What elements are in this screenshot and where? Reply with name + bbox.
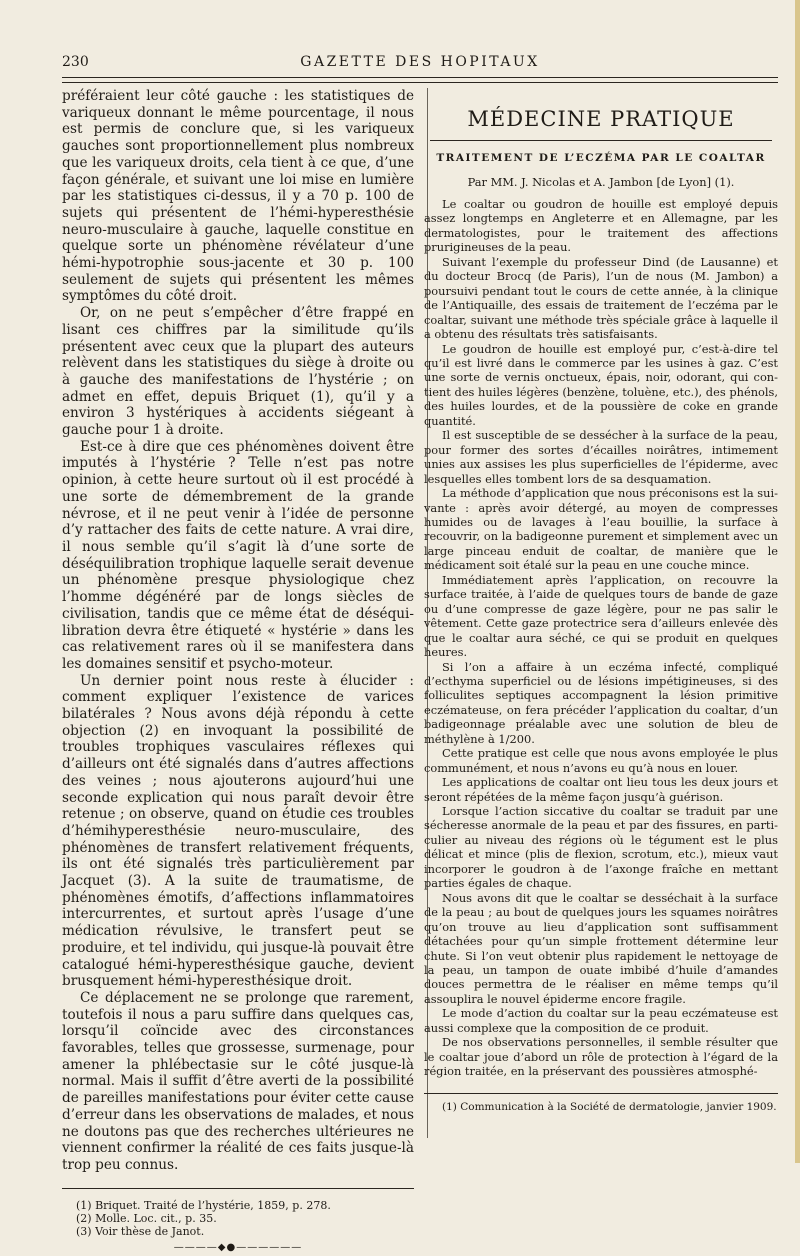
right-paragraph: Cette pratique est celle que nous avons employée le plus communément, et nous n’avons eu qu’à nous en louer.: [424, 746, 778, 775]
left-column: [62, 88, 414, 1256]
footnote: (3) Voir thèse de Janot.: [76, 1224, 205, 1238]
section-title: MÉDECINE PRATIQUE: [467, 107, 735, 131]
page-number: 230: [62, 54, 89, 70]
footnote: (1) Communication à la Société de dermatologie, janvier 1909.: [442, 1100, 777, 1113]
left-footnotes: [62, 1199, 414, 1238]
right-paragraph: Suivant l’exemple du professeur Dind (de Lausanne) et du docteur Brocq (de Paris), l’un de nous (M. Jambon) a poursuivi pendant tout le cours de cette année, à la clinique de l’Antiquaille, des essais de traitement de l’eczéma par le coaltar, suivant une méthode très spéciale grâce à laquelle il a obtenu des résultats très satisfaisants.: [424, 254, 778, 342]
right-column: [424, 88, 778, 1114]
left-paragraph: préféraient leur côté gauche : les statistiques de variqueux donnant le même pourcentage, il nous est permis de conclure que, si les variqueux gauches sont proportionnellement plus nombreux que les variqueux droits, cela tient à ce que, d’une façon générale, et suivant une loi mise en lumière par les statistiques ci-dessus, il y a 70 p. 100 de sujets qui présentent de l’hémi-hyperesthésie neuro-musculaire à gauche, laquelle constitue en quelque sorte un phénomène révélateur d’une hémi-hypotrophie sous-jacente et 30 p. 100 seulement de sujets qui présentent les mêmes symptômes du côté droit.: [62, 88, 414, 305]
right-paragraph: La méthode d’application que nous préconisons est la suivante : après avoir détergé, au moyen de compresses humides ou de lavages à l’eau bouillie, la surface à recouvrir, on la badigeonne purement et simplement avec un large pinceau enduit de coaltar, de manière que le médicament soit étalé sur la peau en une couche mince.: [424, 486, 778, 573]
left-paragraph: Or, on ne peut s’empêcher d’être frappé en lisant ces chiffres par la similitude qu’ils présentent avec ceux que la plupart des auteurs relèvent dans les statistiques du siège à droite ou à gauche des manifestations de l’hystérie ; on admet en effet, depuis Briquet (1), qu’il y a environ 3 hystériques à accidents siégeant à gauche pour 1 à droite.: [62, 305, 414, 439]
left-paragraph: Un dernier point nous reste à élucider : comment expliquer l’existence de varices bilatérales ? Nous avons déjà répondu à cette objection (2) en invoquant la possibilité de troubles trophiques vasculaires réflexes qui d’ailleurs ont été signalés dans d’autres affections des veines ; nous ajouterons aujourd’hui une seconde explication qui nous paraît devoir être retenue ; on observe, quand on étudie ces troubles d’hémihyperesthésie neuro-musculaire, des phénomènes de transfert relativement fréquents, ils ont été signalés très particulièrement par Jacquet (3). A la suite de traumatisme, de phénomènes émotifs, d’affections inflammatoires intercurrentes, et surtout après l’usage d’une médication révulsive, le transfert peut se produire, et tel individu, qui jusque-là pouvait être catalogué hémi-hyperesthésique gauche, devient brusquement hémi-hyperesthésique droit.: [62, 672, 414, 990]
left-paragraph: Ce déplacement ne se prolonge que rarement, toutefois il nous a paru suffire dans quelques cas, lorsqu’il coïncide avec des circonstances favorables, telles que grossesse, surmenage, pour amener la phlébectasie sur le côté jusque-là normal. Mais il suffit d’être averti de la possibilité de pareilles manifestations pour éviter cette cause d’erreur dans les observations de malades, et nous ne doutons pas que des recherches ultérieures ne viennent confirmer la réalité de ces faits jusque-là trop peu connus.: [62, 989, 414, 1173]
right-paragraph: Le goudron de houille est employé pur, c’est-à-dire tel qu’il est livré dans le commerce par les usines à gaz. C’est une sorte de vernis onctueux, épais, noir, odorant, qui contient des huiles légères (benzène, toluène, etc.), des phénols, des huiles lourdes, et de la poussière de coke en grande quantité.: [424, 341, 778, 428]
right-paragraph: De nos observations personnelles, il semble résulter que le coaltar joue d’abord un rôle de protection à l’égard de la région traitée, en la préservant des poussières atmosphé-: [424, 1035, 778, 1079]
footnote-rule: [424, 1093, 778, 1094]
right-paragraph: Si l’on a affaire à un eczéma infecté, compliqué d’ecthyma superficiel ou de lésions impétigineuses, si des folliculites septiques accompagnent la lésion primitive eczémateuse, on fera précéder l’application du coaltar, d’un badigeonnage préalable avec une solution de bleu de méthylène à 1/200.: [424, 659, 778, 746]
page-header: [62, 50, 778, 74]
footnote-rule: [62, 1188, 414, 1189]
right-paragraph: Le mode d’action du coaltar sur la peau eczémateuse est aussi complexe que la composition de ce produit.: [424, 1006, 778, 1035]
right-paragraph: Lorsque l’action siccative du coaltar se traduit par une sécheresse anormale de la peau et par des fissures, en particulier au niveau des régions où le tégument est le plus délicat et mince (plis de flexion, scrotum, etc.), mieux vaut incorporer le goudron à de l’axonge fraîche en mettant parties égales de chaque.: [424, 804, 778, 891]
left-paragraph: Est-ce à dire que ces phénomènes doivent être imputés à l’hystérie ? Telle n’est pas notre opinion, à cette heure surtout où il est procédé à une sorte de démembrement de la grande névrose, et il ne peut venir à l’idée de personne d’y rattacher des faits de cette nature. A vrai dire, il nous semble qu’il s’agit là d’une sorte de déséquilibration trophique laquelle serait devenue un phénomène presque physiologique chez l’homme dégénéré par de longs siècles de civilisation, tandis que ce même état de déséquilibration devra être étiqueté « hystérie » dans les cas relativement rares où il se manifestera dans les domaines sensitif et psycho-moteur.: [62, 438, 414, 672]
running-title: GAZETTE DES HOPITAUX: [300, 54, 540, 70]
title-rule: [430, 140, 772, 141]
page-edge: [795, 0, 800, 1163]
right-paragraph: Nous avons dit que le coaltar se desséchait à la surface de la peau ; au bout de quelques jours les squames noirâtres qu’on trouve au lieu d’application sont suffisamment détachées pour qu’un simple frottement détermine leur chute. Si l’on veut obtenir plus rapidement le nettoyage de la peau, un tampon de ouate imbibé d’huile d’amandes douces permettra de le réaliser en même temps qu’il assouplira le nouvel épiderme encore fragile.: [424, 890, 778, 1006]
article-title: TRAITEMENT DE L’ECZÉMA PAR LE COALTAR: [436, 152, 766, 164]
byline: Par MM. J. Nicolas et A. Jambon [de Lyon] (1).: [467, 175, 735, 189]
footnote: (2) Molle. Loc. cit., p. 35.: [76, 1211, 217, 1225]
right-paragraph: Immédiatement après l’application, on recouvre la surface traitée, à l’aide de quelques tours de bande de gaze ou d’une compresse de gaze légère, pour ne pas salir le vêtement. Cette gaze protectrice sera d’ailleurs enlevée dès que le coaltar aura séché, ce qui se produit en quelques heures.: [424, 572, 778, 660]
footnote: (1) Briquet. Traité de l’hystérie, 1859, p. 278.: [76, 1198, 331, 1212]
right-paragraph: Le coaltar ou goudron de houille est employé depuis assez longtemps en Angleterre et en Allemagne, par les dermatologistes, pour le traitement des affections prurigineuses de la peau.: [424, 197, 778, 255]
ornament-separator: ————◆●——————: [173, 1241, 303, 1253]
right-paragraph: Il est susceptible de se dessécher à la surface de la peau, pour former des sortes d’écailles noirâtres, intimement unies aux assises les plus superficielles de l’épiderme, avec lesquelles elles tombent lors de sa desquamation.: [424, 428, 778, 486]
header-rule: [62, 77, 778, 83]
right-paragraph: Les applications de coaltar ont lieu tous les deux jours et seront répétées de la même façon jusqu’à guérison.: [424, 775, 778, 804]
